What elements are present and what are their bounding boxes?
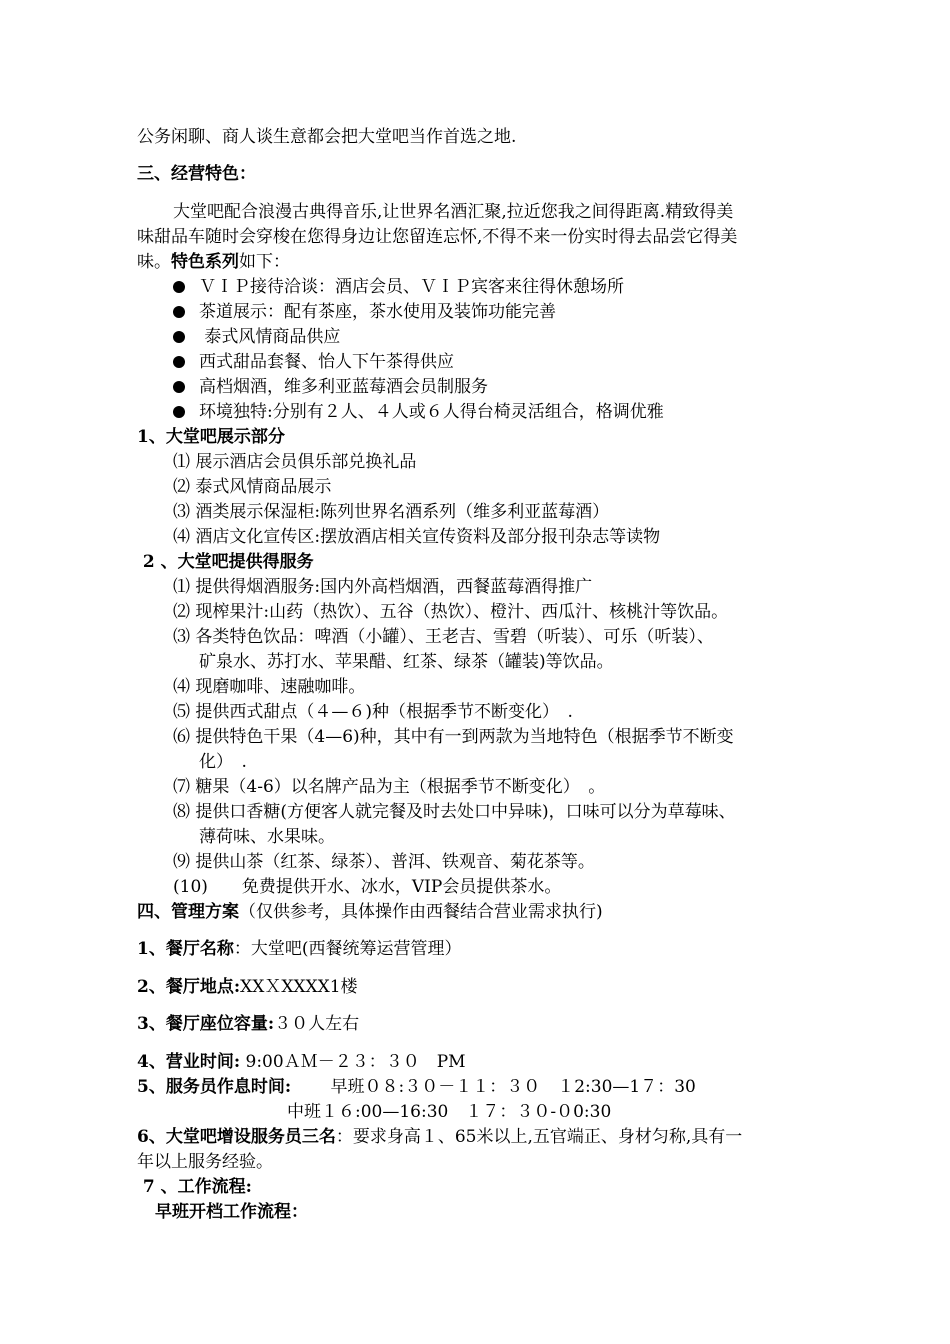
- sec3-para-line-2: 味甜品车随时会穿梭在您得身边让您留连忘怀,不得不来一份实时得去品尝它得美: [137, 227, 738, 247]
- staff-requirement-row: 6、大堂吧增设服务员三名：要求身高１、65米以上,五官端正、身材匀称,具有一: [137, 1127, 743, 1147]
- feature-bullet: 茶道展示：配有茶座，茶水使用及装饰功能完善: [173, 301, 556, 323]
- service-item-cont: 薄荷味、水果味。: [199, 827, 335, 847]
- sec3-para-line-1: 大堂吧配合浪漫古典得音乐,让世界名酒汇聚,拉近您我之间得距离.精致得美: [173, 202, 734, 222]
- business-hours-row: 4、营业时间: 9:00ＡＭ－２３：３０ PM: [137, 1052, 466, 1072]
- feature-bullet: 高档烟酒，维多利亚蓝莓酒会员制服务: [173, 376, 488, 398]
- intro-line: 公务闲聊、商人谈生意都会把大堂吧当作首选之地.: [137, 127, 517, 147]
- staff-schedule-row-2: 中班１６:00—16:30 １７：３０-０0:30: [287, 1102, 612, 1122]
- display-heading: 1、大堂吧展示部分: [137, 427, 285, 447]
- morning-shift-workflow-heading: 早班开档工作流程：: [155, 1202, 308, 1222]
- display-item: ⑶ 酒类展示保湿柜:陈列世界名酒系列（维多利亚蓝莓酒）: [173, 502, 610, 522]
- bullet-icon: [173, 406, 185, 418]
- bullet-icon: [173, 306, 185, 318]
- seat-capacity-row: 3、餐厅座位容量:３０人左右: [137, 1014, 360, 1034]
- service-item: ⑸ 提供西式甜点（４—６)种（根据季节不断变化） .: [173, 702, 573, 722]
- workflow-heading: 7 、工作流程:: [137, 1177, 252, 1197]
- service-item: ⑹ 提供特色干果（4—6)种，其中有一到两款为当地特色（根据季节不断变: [173, 727, 734, 747]
- feature-bullet: 环境独特:分别有２人、４人或６人得台椅灵活组合，格调优雅: [173, 401, 664, 423]
- service-item: ⑺ 糖果（4-6）以名牌产品为主（根据季节不断变化） 。: [173, 777, 606, 797]
- feature-bullet: ＶＩＰ接待洽谈：酒店会员、ＶＩＰ宾客来往得休憩场所: [173, 276, 624, 298]
- service-item-cont: 化） .: [199, 752, 247, 772]
- service-item: ⑵ 现榨果汁:山药（热饮）、五谷（热饮）、橙汁、西瓜汁、核桃汁等饮品。: [173, 602, 729, 622]
- section-3-heading: 三、经营特色：: [137, 164, 256, 184]
- service-item: (10) 免费提供开水、冰水，VIP会员提供茶水。: [173, 877, 562, 897]
- feature-bullet: 泰式风情商品供应: [173, 326, 340, 348]
- service-item: ⑻ 提供口香糖(方便客人就完餐及时去处口中异味)，口味可以分为草莓味、: [173, 802, 736, 822]
- bullet-icon: [173, 281, 185, 293]
- display-item: ⑷ 酒店文化宣传区:摆放酒店相关宣传资料及部分报刊杂志等读物: [173, 527, 661, 547]
- restaurant-location-row: 2、餐厅地点:XXＸXXXX1楼: [137, 977, 358, 997]
- section-4-heading: 四、管理方案（仅供参考，具体操作由西餐结合营业需求执行): [137, 902, 603, 922]
- service-item-cont: 矿泉水、苏打水、苹果醋、红茶、绿茶（罐装)等饮品。: [199, 652, 614, 672]
- bullet-icon: [173, 356, 185, 368]
- bullet-icon: [173, 381, 185, 393]
- service-item: ⑷ 现磨咖啡、速融咖啡。: [173, 677, 366, 697]
- staff-requirement-row-2: 年以上服务经验。: [137, 1152, 273, 1172]
- sec3-para-line-3: 味。特色系列如下：: [137, 252, 290, 272]
- restaurant-name-row: 1、餐厅名称：大堂吧(西餐统筹运营管理）: [137, 939, 462, 959]
- display-item: ⑴ 展示酒店会员俱乐部兑换礼品: [173, 452, 417, 472]
- services-heading: 2 、大堂吧提供得服务: [137, 552, 314, 572]
- feature-bullet: 西式甜品套餐、怡人下午茶得供应: [173, 351, 454, 373]
- service-item: ⑴ 提供得烟酒服务:国内外高档烟酒，西餐蓝莓酒得推广: [173, 577, 593, 597]
- display-item: ⑵ 泰式风情商品展示: [173, 477, 332, 497]
- bullet-icon: [173, 331, 185, 343]
- service-item: ⑼ 提供山茶（红茶、绿茶）、普洱、铁观音、菊花茶等。: [173, 852, 595, 872]
- service-item: ⑶ 各类特色饮品：啤酒（小罐）、王老吉、雪碧（听装）、可乐（听装）、: [173, 627, 714, 647]
- staff-schedule-row: 5、服务员作息时间: 早班０８:３０－１１：３０ １2:30—1７：30: [137, 1077, 696, 1097]
